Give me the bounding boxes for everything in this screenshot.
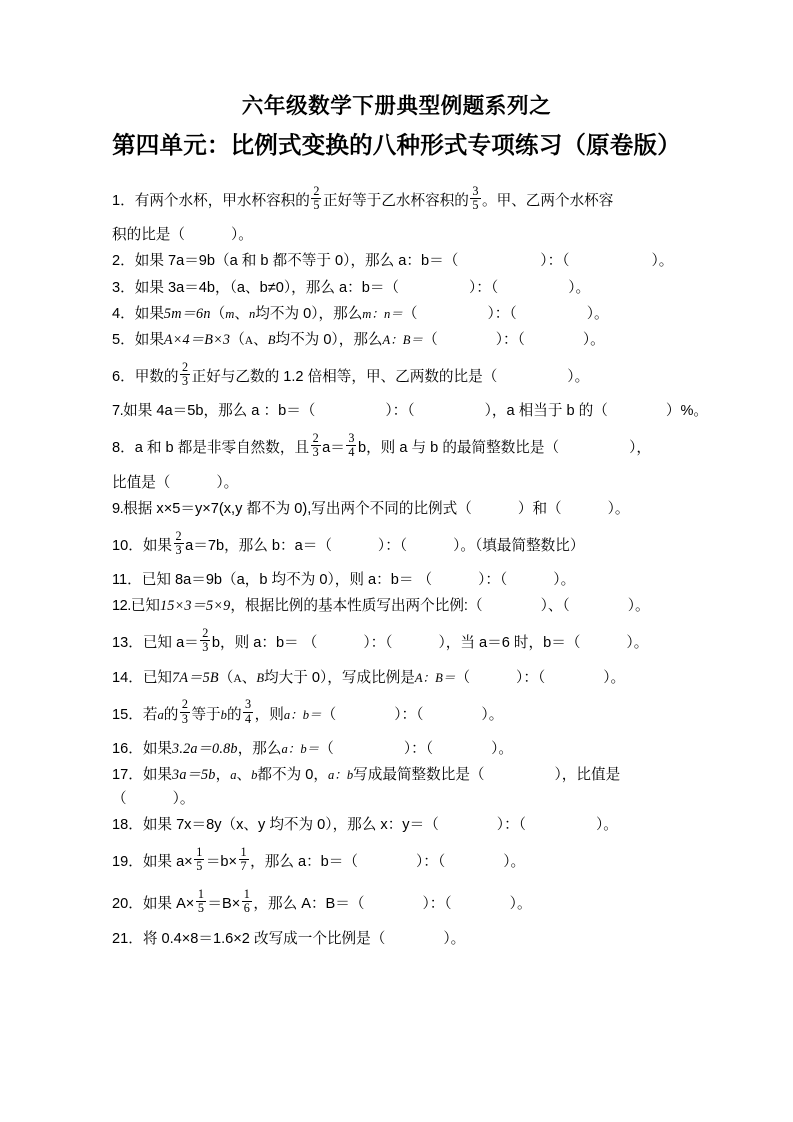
question-text: ）。: [626, 635, 649, 652]
question-text: ）、（: [540, 598, 570, 615]
fraction-3-5: $\frac{3}{5}$: [472, 183, 479, 212]
question-text: 正好与乙数的 1.2 倍相等，甲、乙两数的比是（: [191, 368, 498, 385]
math-variable: A: [233, 671, 242, 685]
question-text: ）：（: [422, 896, 452, 913]
question-text: 比值是（: [112, 474, 171, 491]
question-text: ）。: [586, 305, 609, 322]
math-expression: A×4＝B×3: [163, 331, 231, 348]
question-text: ）和（: [517, 500, 562, 517]
question-number: 7.: [112, 403, 124, 420]
math-expression: a：b＝: [283, 707, 322, 722]
question-text: ）：（: [540, 253, 570, 270]
math-expression: A：B＝: [414, 670, 456, 685]
question-text: ）。: [651, 253, 674, 270]
question-item-17: [112, 768, 684, 783]
question-item-18: [112, 818, 684, 833]
question-number: 4．: [112, 305, 135, 322]
question-text: 如果 a×: [142, 853, 193, 870]
math-variable: n: [248, 306, 256, 321]
fraction-2-3: $\frac{2}{3}$: [181, 697, 188, 726]
question-number: 17．: [112, 767, 143, 784]
math-expression: 7A＝5B: [172, 669, 219, 686]
fraction-2-3: $\frac{2}{3}$: [175, 528, 182, 557]
question-text: 、: [241, 669, 257, 686]
question-text: ）。: [603, 669, 626, 686]
question-text: （: [455, 669, 471, 686]
math-variable: m: [225, 306, 235, 321]
question-number: 11．: [112, 572, 142, 589]
question-text: ）。: [443, 930, 466, 947]
question-text: （: [230, 331, 245, 348]
question-text: ，根据比例的基本性质写出两个比例:（: [230, 598, 483, 615]
question-number: 9.: [112, 500, 124, 517]
question-text: ）：（: [363, 635, 393, 652]
fraction-3-4: $\frac{3}{4}$: [245, 697, 252, 726]
question-text: ）。: [230, 227, 253, 244]
fraction-1-6: $\frac{1}{6}$: [243, 886, 250, 916]
question-item-4: [112, 307, 684, 322]
question-text: ），比值是: [554, 767, 621, 784]
question-text: ，那么: [237, 741, 282, 757]
question-number: 19．: [112, 853, 143, 870]
question-text: 正好等于乙水杯容积的: [322, 193, 469, 210]
math-variable: b: [251, 768, 258, 783]
question-text: 已知 8a＝9b（a，b 均不为 0），则 a：b＝ （: [141, 572, 433, 589]
question-number: 21．: [112, 930, 143, 947]
question-text: ）。: [627, 598, 650, 615]
question-text: 已知 a＝: [142, 635, 199, 652]
math-expression: a：b: [327, 768, 354, 783]
question-text: ）。: [595, 816, 618, 833]
question-text: ）：（: [487, 305, 517, 322]
question-text: 甲数的: [134, 368, 179, 385]
question-text: 已知: [130, 598, 160, 615]
question-text: 如果 7x＝8y（x、y 均不为 0），那么 x：y＝（: [142, 816, 439, 833]
question-item-1-line2: [112, 228, 684, 243]
question-text: 均不为 0），那么: [255, 305, 363, 322]
math-variable: A: [244, 333, 254, 347]
math-variable: a: [230, 768, 237, 783]
question-text: ）。: [491, 741, 513, 757]
question-text: 均不为 0），那么: [275, 331, 383, 348]
document-title-block: [0, 96, 793, 157]
question-text: ）。: [607, 500, 630, 517]
question-text: a＝7b，那么 b：a＝（: [185, 537, 332, 554]
fraction-2-3: $\frac{2}{3}$: [182, 359, 189, 388]
question-item-20: [112, 886, 684, 917]
question-text: （: [319, 741, 334, 757]
math-expression: 3a＝5b: [172, 767, 216, 784]
question-text: b，则 a：b＝ （: [211, 635, 318, 652]
math-expression: 15×3＝5×9: [160, 598, 231, 615]
question-text: ）。: [503, 853, 526, 870]
question-text: ）：（: [469, 279, 499, 296]
question-text: ），: [629, 440, 651, 457]
math-expression: a：b＝: [281, 742, 320, 756]
question-item-21: [112, 932, 684, 947]
question-text: （: [218, 669, 234, 686]
question-number: 15．: [112, 706, 143, 723]
question-text: ）。: [567, 368, 590, 385]
math-variable: a: [157, 707, 164, 722]
question-text: 若: [142, 706, 158, 723]
question-text: 的: [226, 706, 242, 723]
math-variable: b: [220, 707, 227, 722]
question-text: ）：（: [495, 331, 525, 348]
question-text: 如果: [134, 331, 164, 348]
question-text: （: [112, 790, 127, 807]
math-variable: B: [256, 670, 265, 685]
question-text: （: [402, 305, 418, 322]
question-text: 如果: [134, 305, 164, 322]
question-item-12: [112, 599, 684, 614]
question-text: 积的比是（: [112, 227, 185, 244]
question-item-8: [112, 433, 684, 461]
question-item-16: [112, 742, 684, 757]
question-number: 16．: [112, 741, 143, 757]
question-number: 2．: [112, 253, 135, 270]
question-item-5: [112, 333, 684, 348]
question-item-15: [112, 697, 684, 728]
question-text: ）。: [568, 279, 591, 296]
fraction-2-5: $\frac{2}{5}$: [313, 183, 320, 212]
fraction-1-7: $\frac{1}{7}$: [240, 844, 247, 873]
question-item-1: [112, 183, 684, 214]
question-text: 如果 7a＝9b（a 和 b 都不等于 0），那么 a：b＝（: [134, 253, 459, 270]
question-item-11: [112, 573, 684, 588]
question-text: ）。: [582, 331, 605, 348]
question-item-9: [112, 502, 684, 517]
question-text: 如果 3a＝4b，（a、b≠0），那么 a：b＝（: [134, 279, 400, 296]
question-text: ）：（: [377, 537, 408, 554]
question-number: 3．: [112, 279, 135, 296]
question-text: 、: [236, 767, 252, 784]
question-item-3: [112, 281, 684, 296]
question-text: 等于: [191, 706, 221, 723]
question-number: 8．: [112, 440, 135, 457]
question-text: ）：（: [394, 706, 424, 723]
question-text: 。甲、乙两个水杯容: [482, 193, 614, 210]
question-number: 1．: [112, 193, 135, 210]
question-text: 已知: [142, 669, 173, 686]
question-text: a 和 b 都是非零自然数，且: [134, 440, 310, 457]
math-expression: A：B＝: [382, 332, 424, 347]
question-item-14: [112, 671, 684, 686]
question-text: 如果: [142, 537, 173, 554]
math-expression: m：n＝: [362, 306, 403, 321]
question-text: ，则: [254, 706, 284, 723]
question-text: ，那么 A：B＝（: [253, 896, 365, 913]
fraction-2-3: $\frac{2}{3}$: [202, 626, 209, 655]
question-text: ）。: [172, 790, 195, 807]
question-text: 、: [253, 331, 268, 348]
fraction-1-5: $\frac{1}{5}$: [196, 844, 203, 873]
question-text: ）。: [481, 706, 504, 723]
question-text: ，那么 a：b＝（: [250, 853, 358, 870]
question-number: 6．: [112, 368, 135, 385]
fraction-2-3: $\frac{2}{3}$: [312, 431, 319, 460]
question-text: ）：（: [403, 741, 434, 757]
question-item-13: [112, 628, 684, 656]
question-text: 如果: [142, 741, 173, 757]
question-number: 14．: [112, 669, 143, 686]
question-text: 如果: [142, 767, 173, 784]
title-line-2: 第四单元：比例式变换的八种形式专项练习（原卷版）: [112, 131, 681, 158]
fraction-3-4: $\frac{3}{4}$: [348, 431, 355, 460]
question-text: ）。: [509, 896, 532, 913]
math-expression: 5m＝6n: [163, 305, 211, 322]
title-line-1: 六年级数学下册典型例题系列之: [241, 94, 552, 118]
question-number: 18．: [112, 816, 143, 833]
question-text: ，: [215, 767, 231, 784]
question-text: ）：（: [416, 853, 446, 870]
question-list: [112, 183, 709, 947]
question-text: 的: [163, 706, 179, 723]
question-text: a＝: [322, 440, 345, 457]
question-text: ＝b×: [205, 853, 238, 870]
question-number: 20．: [112, 896, 143, 913]
question-text: 根据 x×5＝y×7(x,y 都不为 0),写出两个不同的比例式（: [123, 500, 472, 517]
question-text: 都不为 0，: [257, 767, 328, 784]
question-text: 如果 A×: [142, 896, 195, 913]
question-item-19: [112, 844, 684, 875]
question-text: ）。（填最简整数比）: [453, 537, 585, 554]
question-number: 10．: [112, 537, 143, 554]
question-item-6: [112, 359, 684, 390]
question-text: ）：（: [496, 816, 526, 833]
question-text: 如果 4a＝5b，那么 a ：b＝（: [123, 403, 316, 420]
question-text: 写成最简整数比是（: [353, 767, 485, 784]
math-variable: B: [267, 332, 276, 347]
question-text: b，则 a 与 b 的最简整数比是（: [357, 440, 560, 457]
question-number: 5．: [112, 331, 135, 348]
question-text: ），a 相当于 b 的（: [484, 403, 608, 420]
question-text: 均大于 0），写成比例是: [264, 669, 415, 686]
question-item-7: [112, 403, 709, 420]
fraction-1-5: $\frac{1}{5}$: [197, 886, 204, 916]
question-text: ），当 a＝6 时，b＝（: [438, 635, 581, 652]
question-text: ）：（: [385, 403, 415, 420]
question-item-10: [112, 528, 684, 559]
question-text: ）%。: [665, 403, 709, 420]
question-text: ）。: [553, 572, 576, 589]
question-text: 有两个水杯，甲水杯容积的: [134, 193, 310, 210]
math-expression: 3.2a＝0.8b: [172, 741, 238, 757]
question-item-2: [112, 254, 684, 269]
question-text: （: [423, 331, 438, 348]
question-text: ）：（: [516, 669, 546, 686]
question-text: 将 0.4×8＝1.6×2 改写成一个比例是（: [142, 930, 386, 947]
question-text: ）。: [216, 474, 239, 491]
question-text: （: [321, 706, 337, 723]
question-text: ）：（: [478, 572, 508, 589]
question-number: 12.: [112, 598, 131, 615]
question-number: 13．: [112, 635, 143, 652]
question-text: ＝B×: [207, 896, 241, 913]
question-item-17-line2: [112, 792, 684, 807]
question-text: 、: [234, 305, 249, 322]
question-text: （: [210, 305, 226, 322]
question-item-8-line2: [112, 476, 684, 491]
